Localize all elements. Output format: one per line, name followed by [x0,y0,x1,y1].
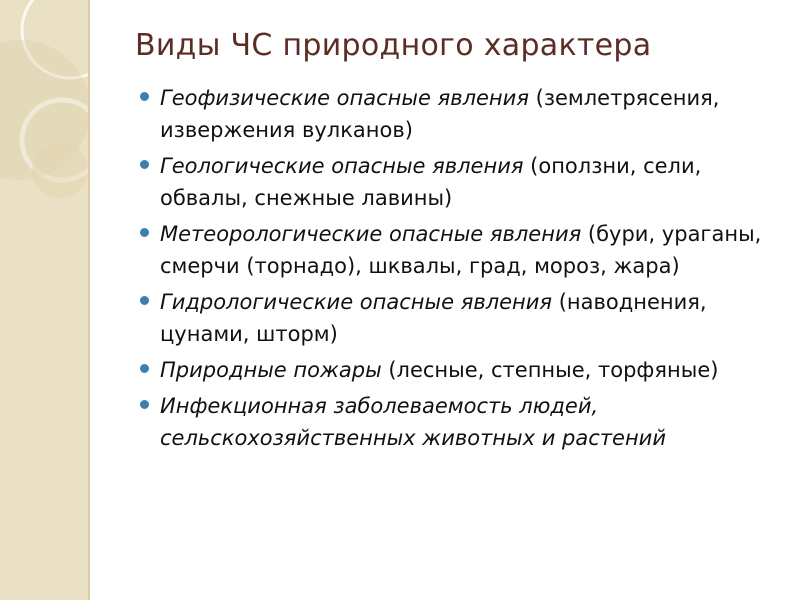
item-details: (наводнения, цунами, шторм) [160,290,707,346]
item-term: Геологические опасные явления [160,154,524,178]
bullet-icon [140,92,149,101]
list-item [140,286,780,350]
bullet-icon [140,296,149,305]
item-term: Природные пожары [160,358,382,382]
slide-title: Виды ЧС природного характера [135,28,652,63]
list-item [140,354,780,386]
item-term: Метеорологические опасные явления [160,222,582,246]
item-term: Инфекционная заболеваемость людей, сельскохозяйственных животных и растений [160,394,666,450]
decorative-side-band [0,0,90,600]
list-item [140,82,780,146]
bullet-icon [140,160,149,169]
item-details: (лесные, степные, торфяные) [381,358,719,382]
item-term: Геофизические опасные явления [160,86,529,110]
item-term: Гидрологические опасные явления [160,290,553,314]
list-item [140,218,780,282]
list-item [140,390,780,454]
item-details: (оползни, сели, обвалы, снежные лавины) [160,154,702,210]
item-details: (бури, ураганы, смерчи (торнадо), шквалы, град, мороз, жара) [160,222,762,278]
bullet-icon [140,364,149,373]
bullet-icon [140,228,149,237]
bullet-icon [140,400,149,409]
item-details: (землетрясения, извержения вулканов) [160,86,720,142]
bullet-list [140,82,780,458]
decorative-circles [0,0,88,600]
list-item [140,150,780,214]
